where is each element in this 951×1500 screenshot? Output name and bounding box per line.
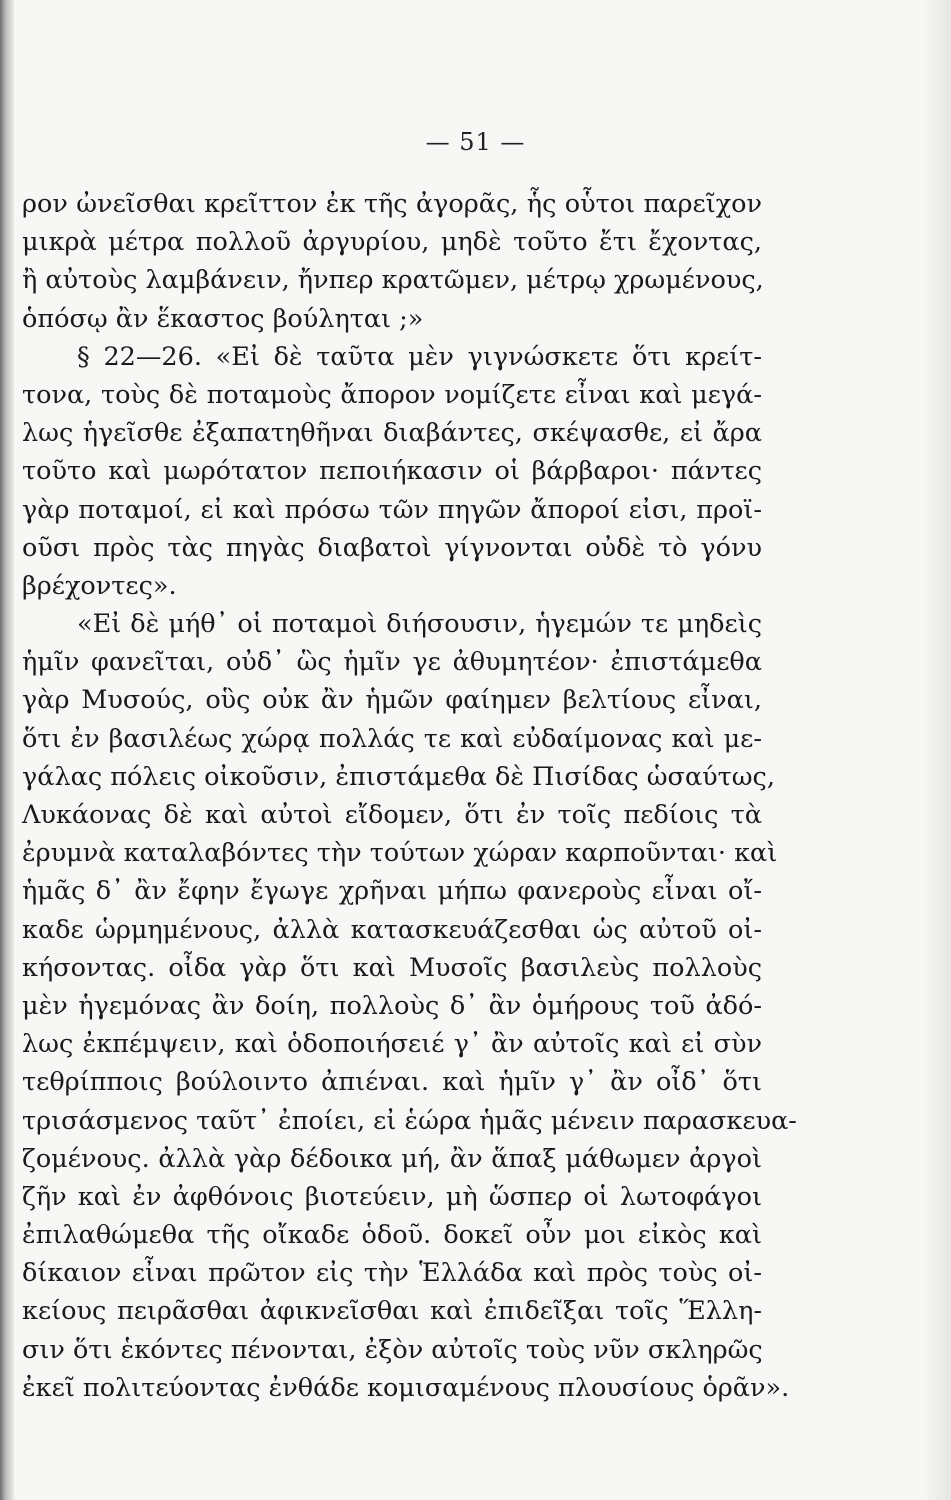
text-line: βρέχοντες».	[22, 570, 177, 601]
text-line: «Εἰ δὲ μήθ᾽ οἱ ποταμοὶ διήσουσιν, ἡγεμών τε μηδεὶς	[77, 609, 762, 640]
text-line: τοῦτο καὶ μωρότατον πεποιήκασιν οἱ βάρβαροι· πάντες	[22, 456, 762, 487]
text-line: μικρὰ μέτρα πολλοῦ ἀργυρίου, μηδὲ τοῦτο ἔτι ἔχοντας,	[22, 227, 762, 258]
text-line: γάλας πόλεις οἰκοῦσιν, ἐπιστάμεθα δὲ Πισίδας ὡσαύτως,	[22, 761, 775, 792]
text-line: γὰρ Μυσούς, οὓς οὐκ ἂν ἡμῶν φαίημεν βελτίους εἶναι,	[22, 685, 762, 716]
text-line: καδε ὡρμημένους, ἀλλὰ κατασκευάζεσθαι ὡς αὐτοῦ οἰ-	[22, 914, 762, 945]
text-line: ζομένους. ἀλλὰ γὰρ δέδοικα μή, ἂν ἅπαξ μάθωμεν ἀργοὶ	[22, 1143, 762, 1174]
text-line: ἐκεῖ πολιτεύοντας ἐνθάδε κομισαμένους πλουσίους ὁρᾶν».	[22, 1372, 790, 1403]
binding-gutter-shadow	[0, 0, 14, 1500]
text-line: σιν ὅτι ἑκόντες πένονται, ἐξὸν αὐτοῖς τοὺς νῦν σκληρῶς	[22, 1334, 763, 1365]
text-line: οῦσι πρὸς τὰς πηγὰς διαβατοὶ γίγνονται οὐδὲ τὸ γόνυ	[22, 532, 762, 563]
text-line: λως ἐκπέμψειν, καὶ ὁδοποιήσειέ γ᾽ ἂν αὐτοῖς καὶ εἰ σὺν	[22, 1029, 762, 1060]
text-line: ἐρυμνὰ καταλαβόντες τὴν τούτων χώραν καρποῦνται· καὶ	[22, 838, 778, 869]
text-line: ἐπιλαθώμεθα τῆς οἴκαδε ὁδοῦ. δοκεῖ οὖν μοι εἰκὸς καὶ	[22, 1220, 762, 1251]
text-line: ὁπόσῳ ἂν ἕκαστος βούληται ;»	[22, 303, 424, 334]
text-line: δίκαιον εἶναι πρῶτον εἰς τὴν Ἑλλάδα καὶ πρὸς τοὺς οἰ-	[22, 1258, 762, 1289]
text-line: γὰρ ποταμοί, εἰ καὶ πρόσω τῶν πηγῶν ἄποροί εἰσι, προϊ-	[22, 494, 762, 525]
text-line: ζῆν καὶ ἐν ἀφθόνοις βιοτεύειν, μὴ ὥσπερ οἱ λωτοφάγοι	[22, 1181, 762, 1212]
text-line: κήσοντας. οἶδα γὰρ ὅτι καὶ Μυσοῖς βασιλεὺς πολλοὺς	[22, 952, 762, 983]
text-line: τεθρίπποις βούλοιντο ἀπιέναι. καὶ ἡμῖν γ᾽ ἂν οἶδ᾽ ὅτι	[22, 1067, 762, 1098]
text-line: λως ἡγεῖσθε ἐξαπατηθῆναι διαβάντες, σκέψασθε, εἰ ἄρα	[22, 418, 762, 449]
text-line: τρισάσμενος ταῦτ᾽ ἐποίει, εἰ ἑώρα ἡμᾶς μένειν παρασκευα-	[22, 1105, 797, 1136]
text-line: ἡμᾶς δ᾽ ἂν ἔφην ἔγωγε χρῆναι μήπω φανεροὺς εἶναι οἴ-	[22, 876, 762, 907]
text-line: τονα, τοὺς δὲ ποταμοὺς ἄπορον νομίζετε εἶναι καὶ μεγά-	[22, 379, 762, 410]
page-number: — 51 —	[425, 128, 526, 156]
greek-text-body	[22, 185, 797, 1407]
text-line: ἡμῖν φανεῖται, οὐδ᾽ ὣς ἡμῖν γε ἀθυμητέον· ἐπιστάμεθα	[22, 647, 762, 678]
text-line: κείους πειρᾶσθαι ἀφικνεῖσθαι καὶ ἐπιδεῖξαι τοῖς Ἕλλη-	[22, 1296, 762, 1327]
text-line: ρον ὠνεῖσθαι κρεῖττον ἐκ τῆς ἀγορᾶς, ἧς οὗτοι παρεῖχον	[22, 189, 762, 219]
page-edge-shade	[921, 0, 951, 1500]
text-line: ὅτι ἐν βασιλέως χώρᾳ πολλάς τε καὶ εὐδαίμονας καὶ με-	[22, 723, 762, 754]
text-line: Λυκάονας δὲ καὶ αὐτοὶ εἴδομεν, ὅτι ἐν τοῖς πεδίοις τὰ	[22, 800, 762, 830]
text-line: μὲν ἡγεμόνας ἂν δοίη, πολλοὺς δ᾽ ἂν ὁμήρους τοῦ ἀδό-	[22, 990, 762, 1021]
text-line: § 22—26. «Εἰ δὲ ταῦτα μὲν γιγνώσκετε ὅτι κρείτ-	[77, 341, 762, 372]
text-line: ἢ αὐτοὺς λαμβάνειν, ἤνπερ κρατῶμεν, μέτρῳ χρωμένους,	[22, 265, 764, 296]
